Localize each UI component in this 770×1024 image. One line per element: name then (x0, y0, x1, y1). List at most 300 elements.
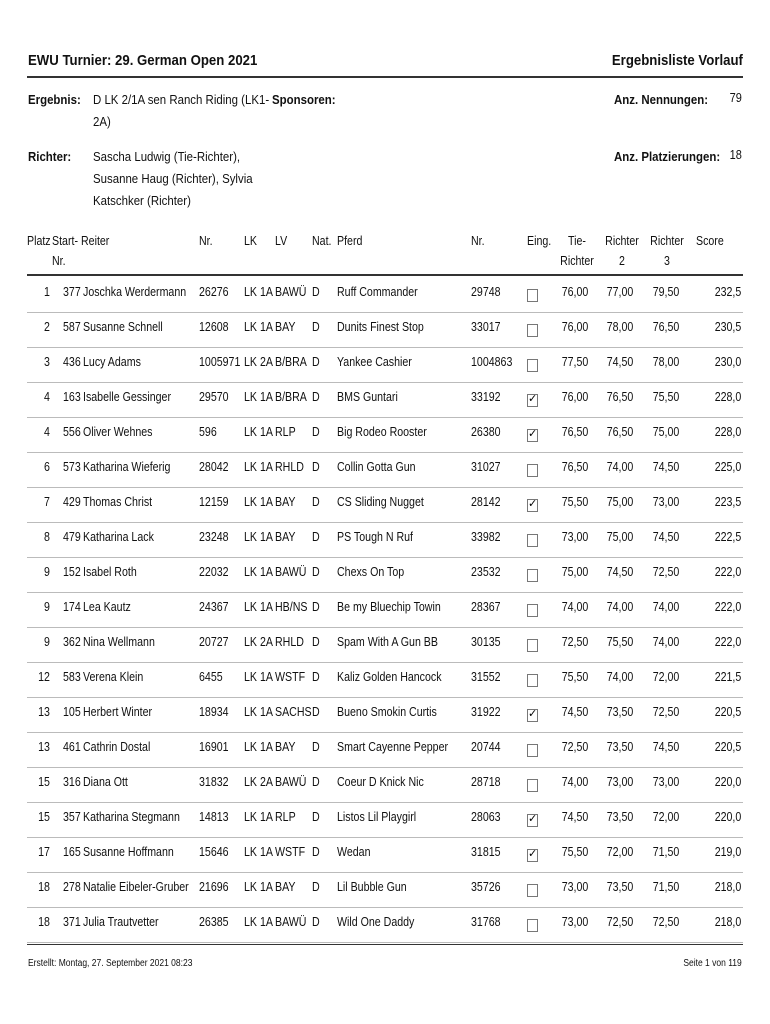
ergebnis-value: D LK 2/1A sen Ranch Riding (LK1- 2A) (93, 92, 270, 129)
cell-nr: 20727 (199, 635, 229, 649)
cell-tie: 75,50 (561, 495, 588, 509)
cell-pferd: Yankee Cashier (337, 355, 412, 369)
cell-score: 218,0 (714, 915, 741, 929)
cell-score: 228,0 (714, 390, 741, 404)
cell-nat: D (312, 495, 320, 509)
cell-score: 219,0 (714, 845, 741, 859)
cell-lv: SACHS (275, 705, 312, 719)
cell-lv: BAWÜ (275, 915, 307, 929)
cell-r2: 75,00 (606, 495, 633, 509)
cell-lk: LK 2A (244, 355, 273, 369)
cell-pferd-nr: 28367 (471, 600, 501, 614)
col-reiter: Reiter (81, 234, 110, 248)
cell-lv: BAY (275, 320, 296, 334)
cell-lv: RHLD (275, 460, 304, 474)
table-row (27, 698, 743, 733)
cell-nat: D (312, 285, 320, 299)
cell-start: 583 (63, 670, 81, 684)
cell-nat: D (312, 635, 320, 649)
cell-reiter: Verena Klein (83, 670, 144, 684)
cell-tie: 76,00 (561, 285, 588, 299)
cell-score: 222,0 (714, 635, 741, 649)
cell-tie: 72,50 (561, 740, 588, 754)
eing-unchecked-icon (527, 324, 538, 337)
eing-unchecked-icon (527, 744, 538, 757)
table-row (27, 838, 743, 873)
cell-score: 225,0 (714, 460, 741, 474)
cell-tie: 72,50 (561, 635, 588, 649)
cell-score: 232,5 (714, 285, 741, 299)
cell-reiter: Susanne Hoffmann (83, 845, 174, 859)
richter-label: Richter: (28, 149, 72, 164)
cell-r2: 73,50 (606, 740, 633, 754)
cell-lv: WSTF (275, 845, 306, 859)
cell-pferd-nr: 33017 (471, 320, 501, 334)
cell-r3: 72,50 (652, 705, 679, 719)
cell-r3: 73,00 (652, 495, 679, 509)
cell-lk: LK 1A (244, 460, 273, 474)
cell-nat: D (312, 320, 320, 334)
cell-score: 220,0 (714, 775, 741, 789)
cell-pferd-nr: 23532 (471, 565, 501, 579)
cell-r3: 74,50 (652, 530, 679, 544)
cell-nat: D (312, 915, 320, 929)
cell-lk: LK 1A (244, 740, 273, 754)
platzierungen-label: Anz. Platzierungen: (614, 149, 721, 164)
cell-platz: 13 (38, 705, 50, 719)
cell-score: 220,5 (714, 705, 741, 719)
cell-r2: 74,00 (606, 670, 633, 684)
cell-r2: 76,50 (606, 425, 633, 439)
cell-score: 222,0 (714, 600, 741, 614)
cell-r3: 72,50 (652, 915, 679, 929)
cell-platz: 8 (44, 530, 50, 544)
cell-pferd-nr: 20744 (471, 740, 501, 754)
cell-pferd-nr: 31027 (471, 460, 501, 474)
cell-r3: 78,00 (652, 355, 679, 369)
cell-tie: 73,00 (561, 915, 588, 929)
cell-nr: 23248 (199, 530, 229, 544)
cell-nr: 26385 (199, 915, 229, 929)
eing-unchecked-icon (527, 919, 538, 932)
cell-nr: 6455 (199, 670, 223, 684)
cell-score: 218,0 (714, 880, 741, 894)
cell-start: 163 (63, 390, 81, 404)
cell-pferd: BMS Guntari (337, 390, 398, 404)
cell-r3: 75,00 (652, 425, 679, 439)
cell-nat: D (312, 600, 320, 614)
cell-reiter: Diana Ott (83, 775, 128, 789)
cell-r2: 73,50 (606, 705, 633, 719)
eing-unchecked-icon (527, 289, 538, 302)
col-richter-2: Richter 2 (605, 234, 639, 268)
cell-score: 220,0 (714, 810, 741, 824)
cell-pferd-nr: 28142 (471, 495, 501, 509)
cell-lv: BAY (275, 530, 296, 544)
cell-start: 174 (63, 600, 81, 614)
cell-reiter: Natalie Eibeler-Gruber (83, 880, 189, 894)
table-row (27, 908, 743, 943)
eing-checked-icon (527, 814, 538, 827)
cell-start: 436 (63, 355, 81, 369)
eing-checked-icon (527, 499, 538, 512)
cell-pferd-nr: 30135 (471, 635, 501, 649)
cell-nat: D (312, 775, 320, 789)
cell-lk: LK 1A (244, 565, 273, 579)
cell-start: 278 (63, 880, 81, 894)
cell-r2: 74,50 (606, 565, 633, 579)
cell-tie: 73,00 (561, 880, 588, 894)
cell-nr: 1005971 (199, 355, 241, 369)
cell-lv: B/BRA (275, 355, 307, 369)
cell-lk: LK 1A (244, 320, 273, 334)
header-divider (27, 76, 743, 78)
cell-r2: 78,00 (606, 320, 633, 334)
platzierungen-value: 18 (729, 148, 742, 162)
cell-r3: 76,50 (652, 320, 679, 334)
cell-score: 230,5 (714, 320, 741, 334)
eing-unchecked-icon (527, 604, 538, 617)
eing-checked-icon (527, 429, 538, 442)
cell-reiter: Isabelle Gessinger (83, 390, 172, 404)
cell-r3: 74,50 (652, 460, 679, 474)
cell-lv: BAWÜ (275, 565, 307, 579)
cell-r3: 79,50 (652, 285, 679, 299)
cell-tie: 74,50 (561, 810, 588, 824)
cell-lv: BAY (275, 880, 296, 894)
cell-r3: 74,00 (652, 600, 679, 614)
cell-start: 429 (63, 495, 81, 509)
cell-r2: 73,50 (606, 880, 633, 894)
cell-reiter: Joschka Werdermann (83, 285, 187, 299)
cell-lv: RHLD (275, 635, 304, 649)
cell-r2: 74,00 (606, 460, 633, 474)
table-row (27, 733, 743, 768)
cell-tie: 76,00 (561, 320, 588, 334)
cell-pferd: Coeur D Knick Nic (337, 775, 424, 789)
eing-unchecked-icon (527, 359, 538, 372)
col-start: Start- Nr. (52, 234, 78, 268)
cell-lv: RLP (275, 810, 296, 824)
cell-tie: 75,50 (561, 670, 588, 684)
cell-platz: 18 (38, 915, 50, 929)
cell-score: 221,5 (714, 670, 741, 684)
cell-pferd: Wedan (337, 845, 371, 859)
cell-nat: D (312, 810, 320, 824)
table-row (27, 453, 743, 488)
cell-pferd: PS Tough N Ruf (337, 530, 413, 544)
cell-start: 556 (63, 425, 81, 439)
sponsoren-label: Sponsoren: (272, 92, 336, 107)
cell-pferd: Wild One Daddy (337, 915, 415, 929)
cell-nr: 31832 (199, 775, 229, 789)
eing-unchecked-icon (527, 779, 538, 792)
nennungen-label: Anz. Nennungen: (614, 92, 709, 107)
cell-nr: 29570 (199, 390, 229, 404)
cell-lv: HB/NS (275, 600, 308, 614)
cell-tie: 75,50 (561, 845, 588, 859)
cell-reiter: Oliver Wehnes (83, 425, 153, 439)
cell-pferd: Spam With A Gun BB (337, 635, 438, 649)
page-number: Seite 1 von 119 (683, 958, 742, 969)
cell-lk: LK 1A (244, 810, 273, 824)
cell-nr: 21696 (199, 880, 229, 894)
cell-platz: 18 (38, 880, 50, 894)
cell-reiter: Katharina Lack (83, 530, 154, 544)
cell-pferd-nr: 31815 (471, 845, 501, 859)
cell-reiter: Nina Wellmann (83, 635, 155, 649)
results-table (27, 278, 743, 943)
col-nat: Nat. (312, 234, 332, 248)
cell-platz: 2 (44, 320, 50, 334)
cell-start: 316 (63, 775, 81, 789)
cell-nr: 18934 (199, 705, 229, 719)
cell-start: 165 (63, 845, 81, 859)
cell-start: 362 (63, 635, 81, 649)
table-row (27, 768, 743, 803)
cell-tie: 76,50 (561, 460, 588, 474)
cell-tie: 77,50 (561, 355, 588, 369)
cell-nr: 15646 (199, 845, 229, 859)
cell-pferd-nr: 26380 (471, 425, 501, 439)
cell-start: 461 (63, 740, 81, 754)
cell-platz: 6 (44, 460, 50, 474)
cell-platz: 15 (38, 810, 50, 824)
cell-pferd: Big Rodeo Rooster (337, 425, 427, 439)
cell-platz: 7 (44, 495, 50, 509)
cell-nat: D (312, 670, 320, 684)
cell-pferd: Ruff Commander (337, 285, 418, 299)
cell-reiter: Susanne Schnell (83, 320, 163, 334)
cell-r2: 73,50 (606, 810, 633, 824)
cell-nat: D (312, 425, 320, 439)
eing-unchecked-icon (527, 534, 538, 547)
cell-start: 152 (63, 565, 81, 579)
cell-reiter: Julia Trautvetter (83, 915, 159, 929)
cell-tie: 76,50 (561, 425, 588, 439)
cell-r2: 72,00 (606, 845, 633, 859)
cell-r3: 72,50 (652, 565, 679, 579)
table-row (27, 383, 743, 418)
cell-lv: BAWÜ (275, 775, 307, 789)
cell-tie: 74,50 (561, 705, 588, 719)
cell-nat: D (312, 460, 320, 474)
col-score: Score (696, 234, 724, 248)
cell-lk: LK 1A (244, 530, 273, 544)
cell-platz: 1 (44, 285, 50, 299)
cell-r2: 75,00 (606, 530, 633, 544)
cell-pferd: Bueno Smokin Curtis (337, 705, 437, 719)
cell-reiter: Katharina Wieferig (83, 460, 171, 474)
cell-r3: 72,00 (652, 810, 679, 824)
cell-platz: 9 (44, 600, 50, 614)
cell-nat: D (312, 530, 320, 544)
cell-reiter: Herbert Winter (83, 705, 153, 719)
cell-nat: D (312, 740, 320, 754)
col-pferd: Pferd (337, 234, 363, 248)
table-row (27, 663, 743, 698)
cell-pferd: Lil Bubble Gun (337, 880, 407, 894)
cell-nr: 22032 (199, 565, 229, 579)
col-nr: Nr. (199, 234, 213, 248)
cell-nat: D (312, 880, 320, 894)
created-timestamp: Erstellt: Montag, 27. September 2021 08:23 (28, 958, 193, 969)
cell-nat: D (312, 355, 320, 369)
table-row (27, 558, 743, 593)
cell-lv: RLP (275, 425, 296, 439)
cell-start: 377 (63, 285, 81, 299)
cell-platz: 9 (44, 635, 50, 649)
table-row (27, 873, 743, 908)
cell-nr: 12159 (199, 495, 229, 509)
cell-lk: LK 1A (244, 880, 273, 894)
nennungen-value: 79 (729, 91, 742, 105)
table-row (27, 593, 743, 628)
eing-unchecked-icon (527, 639, 538, 652)
cell-platz: 4 (44, 390, 50, 404)
cell-r2: 74,00 (606, 600, 633, 614)
cell-start: 357 (63, 810, 81, 824)
cell-platz: 17 (38, 845, 50, 859)
cell-pferd-nr: 28063 (471, 810, 501, 824)
cell-tie: 73,00 (561, 530, 588, 544)
cell-r2: 72,50 (606, 915, 633, 929)
cell-nat: D (312, 705, 320, 719)
cell-nr: 12608 (199, 320, 229, 334)
cell-r3: 71,50 (652, 880, 679, 894)
cell-score: 228,0 (714, 425, 741, 439)
table-header-divider (27, 274, 743, 276)
col-lk: LK (244, 234, 258, 248)
cell-start: 371 (63, 915, 81, 929)
cell-pferd-nr: 1004863 (471, 355, 513, 369)
table-row (27, 313, 743, 348)
eing-checked-icon (527, 849, 538, 862)
cell-tie: 74,00 (561, 600, 588, 614)
cell-pferd: CS Sliding Nugget (337, 495, 424, 509)
cell-lv: BAY (275, 495, 296, 509)
eing-checked-icon (527, 394, 538, 407)
cell-reiter: Lucy Adams (83, 355, 141, 369)
cell-r2: 77,00 (606, 285, 633, 299)
cell-nr: 596 (199, 425, 217, 439)
cell-platz: 12 (38, 670, 50, 684)
cell-reiter: Isabel Roth (83, 565, 137, 579)
cell-lk: LK 1A (244, 845, 273, 859)
col-richter-3: Richter 3 (650, 234, 684, 268)
eing-unchecked-icon (527, 884, 538, 897)
eing-unchecked-icon (527, 464, 538, 477)
cell-pferd: Kaliz Golden Hancock (337, 670, 442, 684)
cell-platz: 13 (38, 740, 50, 754)
cell-pferd-nr: 31768 (471, 915, 501, 929)
cell-r2: 74,50 (606, 355, 633, 369)
cell-pferd: Smart Cayenne Pepper (337, 740, 449, 754)
cell-r2: 76,50 (606, 390, 633, 404)
table-row (27, 278, 743, 313)
cell-reiter: Katharina Stegmann (83, 810, 180, 824)
cell-lk: LK 1A (244, 670, 273, 684)
cell-lk: LK 1A (244, 600, 273, 614)
cell-pferd-nr: 28718 (471, 775, 501, 789)
cell-r3: 74,00 (652, 635, 679, 649)
cell-lk: LK 1A (244, 390, 273, 404)
cell-platz: 4 (44, 425, 50, 439)
cell-lk: LK 1A (244, 495, 273, 509)
cell-lk: LK 1A (244, 705, 273, 719)
cell-pferd-nr: 33982 (471, 530, 501, 544)
cell-pferd-nr: 31552 (471, 670, 501, 684)
cell-pferd-nr: 35726 (471, 880, 501, 894)
col-pferd-nr: Nr. (471, 234, 485, 248)
cell-nr: 28042 (199, 460, 229, 474)
cell-start: 573 (63, 460, 81, 474)
cell-lk: LK 1A (244, 285, 273, 299)
cell-platz: 9 (44, 565, 50, 579)
cell-pferd: Listos Lil Playgirl (337, 810, 417, 824)
cell-pferd-nr: 31922 (471, 705, 501, 719)
cell-r3: 72,00 (652, 670, 679, 684)
cell-pferd: Dunits Finest Stop (337, 320, 424, 334)
cell-lk: LK 1A (244, 425, 273, 439)
table-row (27, 418, 743, 453)
eing-unchecked-icon (527, 674, 538, 687)
cell-tie: 75,00 (561, 565, 588, 579)
cell-r3: 74,50 (652, 740, 679, 754)
cell-lv: WSTF (275, 670, 306, 684)
cell-lk: LK 1A (244, 915, 273, 929)
cell-reiter: Thomas Christ (83, 495, 153, 509)
cell-score: 230,0 (714, 355, 741, 369)
cell-nr: 26276 (199, 285, 229, 299)
cell-pferd-nr: 33192 (471, 390, 501, 404)
tournament-title: EWU Turnier: 29. German Open 2021 (28, 52, 258, 69)
cell-score: 222,0 (714, 565, 741, 579)
col-eing: Eing. (527, 234, 552, 248)
cell-tie: 76,00 (561, 390, 588, 404)
cell-start: 479 (63, 530, 81, 544)
report-title: Ergebnisliste Vorlauf (611, 52, 743, 69)
table-row (27, 488, 743, 523)
cell-r3: 71,50 (652, 845, 679, 859)
table-row (27, 628, 743, 663)
cell-score: 223,5 (714, 495, 741, 509)
cell-nat: D (312, 565, 320, 579)
richter-value: Sascha Ludwig (Tie-Richter), Susanne Haug (Richter), Sylvia Katschker (Richter) (93, 149, 253, 208)
cell-reiter: Cathrin Dostal (83, 740, 151, 754)
col-tie-richter: Tie- Richter (560, 234, 594, 268)
table-row (27, 523, 743, 558)
cell-lv: BAY (275, 740, 296, 754)
table-row (27, 348, 743, 383)
cell-pferd: Chexs On Top (337, 565, 405, 579)
col-lv: LV (275, 234, 288, 248)
cell-tie: 74,00 (561, 775, 588, 789)
cell-nat: D (312, 390, 320, 404)
cell-lk: LK 2A (244, 635, 273, 649)
cell-lk: LK 2A (244, 775, 273, 789)
cell-nat: D (312, 845, 320, 859)
cell-r2: 73,00 (606, 775, 633, 789)
ergebnis-label: Ergebnis: (28, 92, 81, 107)
cell-pferd: Collin Gotta Gun (337, 460, 416, 474)
cell-start: 587 (63, 320, 81, 334)
cell-score: 222,5 (714, 530, 741, 544)
cell-pferd-nr: 29748 (471, 285, 501, 299)
eing-checked-icon (527, 709, 538, 722)
footer-divider (27, 944, 743, 945)
cell-r3: 75,50 (652, 390, 679, 404)
